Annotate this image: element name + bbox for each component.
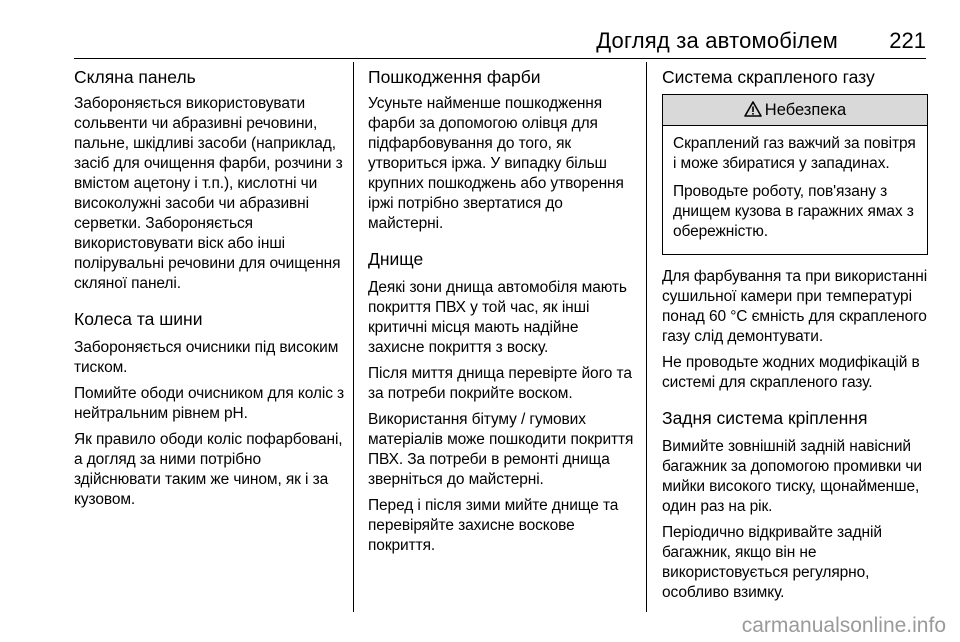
watermark: carmanualsonline.info xyxy=(741,614,946,637)
paragraph: Помийте ободи очисником для коліс з нейтральним рівнем pH. xyxy=(74,385,345,422)
warning-paragraph: Проводьте роботу, пов'язану з днищем кузова в гаражних ямах з обережністю. xyxy=(673,183,914,240)
column-1 xyxy=(74,66,346,516)
warning-title: Небезпека xyxy=(764,101,847,119)
section-heading-underbody: Днище xyxy=(368,249,424,269)
paragraph: Не проводьте жодних модифікацій в системі для скрапленого газу. xyxy=(662,354,920,391)
page-number: 221 xyxy=(889,28,926,53)
column-2 xyxy=(368,66,634,562)
page-header xyxy=(74,22,926,58)
warning-body xyxy=(663,126,927,254)
paragraph: Для фарбування та при використанні сушильної камери при температурі понад 60 °C ємність для скрапленого газу слід демонтувати. xyxy=(662,268,928,345)
warning-triangle-icon xyxy=(744,101,762,117)
column-divider-2 xyxy=(646,62,647,612)
warning-box xyxy=(662,94,928,255)
section-heading-glass-panel: Скляна панель xyxy=(74,67,196,87)
paragraph: Усуньте найменше пошкодження фарби за допомогою олівця для підфарбовування до того, як утвориться іржа. У випадку більш крупних пошкоджень або утворення іржі потрібно звертатися до майстерні. xyxy=(368,95,624,232)
chapter-title: Догляд за автомобілем xyxy=(596,28,838,53)
paragraph: Після миття днища перевірте його та за потреби покрийте воском. xyxy=(368,365,632,402)
paragraph: Забороняється використовувати сольвенти чи абразивні речовини, пальне, шкідливі засоби (наприклад, засіб для очищення фарби, розчини з вмістом ацетону і т.п.), кислотні чи високолужні засоби чи абразивні серветки. Забороняється використовувати віск або інші полірувальні речовини для очищення скляної панелі. xyxy=(74,95,343,292)
paragraph: Забороняється очисники під високим тиском. xyxy=(74,339,339,376)
section-heading-lpg-system: Система скрапленого газу xyxy=(662,67,875,87)
paragraph: Як правило ободи коліс пофарбовані, а догляд за ними потрібно здійснювати таким же чином, як і за кузовом. xyxy=(74,431,343,508)
paragraph: Деякі зони днища автомобіля мають покриття ПВХ у той час, як інші критичні місця мають надійне захисне покриття з воску. xyxy=(368,279,627,356)
section-heading-rear-carrier: Задня система кріплення xyxy=(662,408,868,428)
warning-header xyxy=(663,95,927,126)
column-3 xyxy=(662,66,928,609)
paragraph: Вимийте зовнішній задній навісний багажник за допомогою промивки чи мийки високого тиску, щонайменше, один раз на рік. xyxy=(662,438,922,515)
column-divider-1 xyxy=(353,62,354,612)
warning-paragraph: Скраплений газ важчий за повітря і може збиратися у западинах. xyxy=(673,135,916,172)
section-heading-wheels-tyres: Колеса та шини xyxy=(74,309,203,329)
paragraph: Використання бітуму / гумових матеріалів може пошкодити покриття ПВХ. За потреби в ремонті днища зверніться до майстерні. xyxy=(368,411,634,488)
header-divider xyxy=(74,58,926,59)
section-heading-paint-damage: Пошкодження фарби xyxy=(368,67,541,87)
paragraph: Перед і після зими мийте днище та перевіряйте захисне воскове покриття. xyxy=(368,497,619,554)
paragraph: Періодично відкривайте задній багажник, якщо він не використовується регулярно, особливо взимку. xyxy=(662,524,882,601)
